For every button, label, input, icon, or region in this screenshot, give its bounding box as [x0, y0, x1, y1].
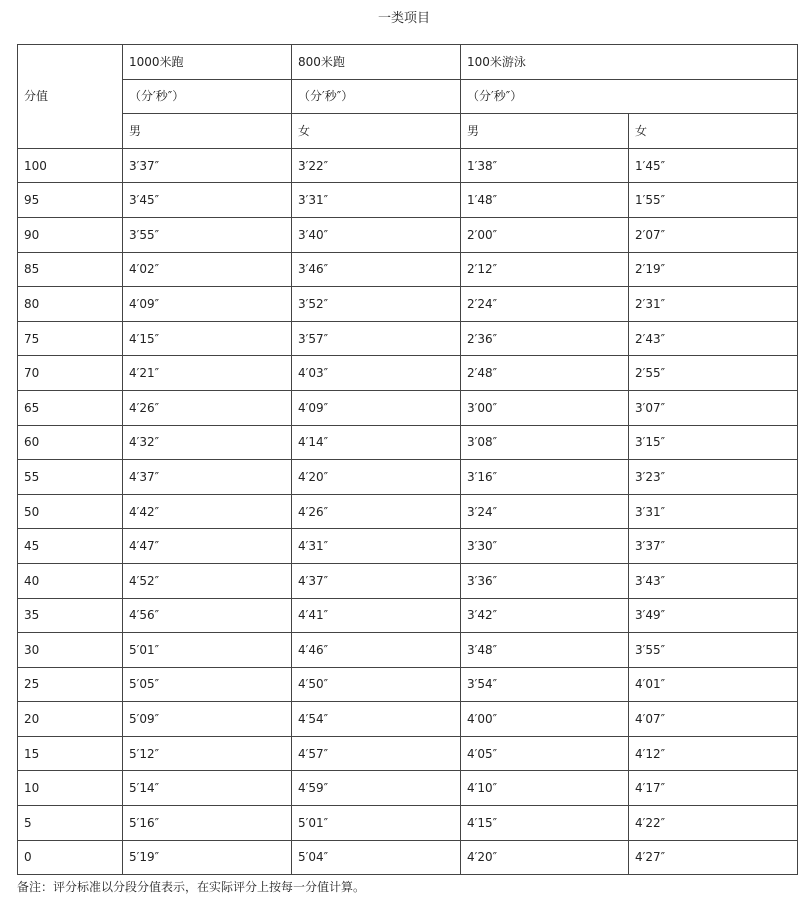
run-800m-female-cell: 3′46″ — [292, 252, 461, 287]
swim-100m-female-cell: 2′19″ — [629, 252, 798, 287]
gender-1000m-male: 男 — [123, 114, 292, 149]
header-row-gender — [18, 114, 798, 149]
run-1000m-male-cell: 4′42″ — [123, 494, 292, 529]
run-800m-female-cell: 4′20″ — [292, 460, 461, 495]
table-row — [18, 287, 798, 322]
swim-100m-male-cell: 3′16″ — [461, 460, 629, 495]
table-row — [18, 183, 798, 218]
swim-100m-female-cell: 4′01″ — [629, 667, 798, 702]
swim-100m-male-cell: 3′30″ — [461, 529, 629, 564]
swim-100m-female-cell: 2′31″ — [629, 287, 798, 322]
score-cell: 75 — [18, 321, 123, 356]
run-800m-female-cell: 4′41″ — [292, 598, 461, 633]
swim-100m-female-cell: 4′07″ — [629, 702, 798, 737]
run-800m-female-cell: 4′50″ — [292, 667, 461, 702]
header-1000m-run: 1000米跑 — [123, 45, 292, 80]
run-800m-female-cell: 4′37″ — [292, 563, 461, 598]
swim-100m-male-cell: 4′00″ — [461, 702, 629, 737]
swim-100m-male-cell: 2′12″ — [461, 252, 629, 287]
run-800m-female-cell: 4′26″ — [292, 494, 461, 529]
swim-100m-female-cell: 3′43″ — [629, 563, 798, 598]
run-1000m-male-cell: 4′21″ — [123, 356, 292, 391]
score-cell: 60 — [18, 425, 123, 460]
table-row — [18, 217, 798, 252]
swim-100m-male-cell: 3′42″ — [461, 598, 629, 633]
score-cell: 10 — [18, 771, 123, 806]
swim-100m-female-cell: 4′12″ — [629, 736, 798, 771]
table-row — [18, 840, 798, 875]
table-row — [18, 252, 798, 287]
run-800m-female-cell: 3′57″ — [292, 321, 461, 356]
score-cell: 85 — [18, 252, 123, 287]
run-800m-female-cell: 3′31″ — [292, 183, 461, 218]
swim-100m-female-cell: 3′23″ — [629, 460, 798, 495]
swim-100m-male-cell: 3′08″ — [461, 425, 629, 460]
swim-100m-male-cell: 2′00″ — [461, 217, 629, 252]
run-1000m-male-cell: 4′02″ — [123, 252, 292, 287]
run-1000m-male-cell: 4′52″ — [123, 563, 292, 598]
swim-100m-male-cell: 4′10″ — [461, 771, 629, 806]
swim-100m-male-cell: 2′48″ — [461, 356, 629, 391]
score-cell: 95 — [18, 183, 123, 218]
table-row — [18, 702, 798, 737]
header-100m-swim: 100米游泳 — [461, 45, 798, 80]
swim-100m-male-cell: 1′48″ — [461, 183, 629, 218]
swim-100m-male-cell: 3′24″ — [461, 494, 629, 529]
run-1000m-male-cell: 5′14″ — [123, 771, 292, 806]
unit-800m: （分′秒″） — [292, 79, 461, 114]
footnote: 备注：评分标准以分段分值表示，在实际评分上按每一分值计算。 — [17, 880, 366, 894]
score-cell: 5 — [18, 806, 123, 841]
swim-100m-male-cell: 1′38″ — [461, 148, 629, 183]
score-cell: 40 — [18, 563, 123, 598]
score-cell: 100 — [18, 148, 123, 183]
run-1000m-male-cell: 4′32″ — [123, 425, 292, 460]
run-1000m-male-cell: 3′55″ — [123, 217, 292, 252]
swim-100m-female-cell: 4′22″ — [629, 806, 798, 841]
run-1000m-male-cell: 5′01″ — [123, 633, 292, 668]
score-cell: 70 — [18, 356, 123, 391]
run-1000m-male-cell: 5′05″ — [123, 667, 292, 702]
score-cell: 25 — [18, 667, 123, 702]
table-row — [18, 563, 798, 598]
swim-100m-female-cell: 3′15″ — [629, 425, 798, 460]
swim-100m-female-cell: 3′37″ — [629, 529, 798, 564]
swim-100m-female-cell: 3′49″ — [629, 598, 798, 633]
gender-swim-male: 男 — [461, 114, 629, 149]
run-1000m-male-cell: 4′56″ — [123, 598, 292, 633]
run-1000m-male-cell: 3′45″ — [123, 183, 292, 218]
table-row — [18, 667, 798, 702]
score-cell: 0 — [18, 840, 123, 875]
unit-1000m: （分′秒″） — [123, 79, 292, 114]
table-row — [18, 356, 798, 391]
run-1000m-male-cell: 4′47″ — [123, 529, 292, 564]
table-row — [18, 425, 798, 460]
run-1000m-male-cell: 4′37″ — [123, 460, 292, 495]
swim-100m-male-cell: 4′15″ — [461, 806, 629, 841]
table-row — [18, 736, 798, 771]
score-cell: 55 — [18, 460, 123, 495]
swim-100m-male-cell: 3′48″ — [461, 633, 629, 668]
swim-100m-male-cell: 3′00″ — [461, 390, 629, 425]
run-800m-female-cell: 5′01″ — [292, 806, 461, 841]
swim-100m-female-cell: 4′27″ — [629, 840, 798, 875]
table-row — [18, 494, 798, 529]
table-row — [18, 633, 798, 668]
run-800m-female-cell: 5′04″ — [292, 840, 461, 875]
swim-100m-male-cell: 2′36″ — [461, 321, 629, 356]
run-800m-female-cell: 4′57″ — [292, 736, 461, 771]
score-cell: 90 — [18, 217, 123, 252]
run-800m-female-cell: 4′03″ — [292, 356, 461, 391]
header-800m-run: 800米跑 — [292, 45, 461, 80]
run-800m-female-cell: 4′31″ — [292, 529, 461, 564]
run-800m-female-cell: 3′22″ — [292, 148, 461, 183]
swim-100m-female-cell: 3′55″ — [629, 633, 798, 668]
table-row — [18, 148, 798, 183]
score-cell: 50 — [18, 494, 123, 529]
run-800m-female-cell: 4′46″ — [292, 633, 461, 668]
table-row — [18, 598, 798, 633]
table-row — [18, 460, 798, 495]
swim-100m-female-cell: 1′55″ — [629, 183, 798, 218]
swim-100m-male-cell: 4′05″ — [461, 736, 629, 771]
table-row — [18, 806, 798, 841]
score-cell: 65 — [18, 390, 123, 425]
score-cell: 35 — [18, 598, 123, 633]
table-row — [18, 321, 798, 356]
score-cell: 15 — [18, 736, 123, 771]
run-1000m-male-cell: 5′12″ — [123, 736, 292, 771]
swim-100m-male-cell: 3′36″ — [461, 563, 629, 598]
run-800m-female-cell: 3′40″ — [292, 217, 461, 252]
header-row-events — [18, 45, 798, 80]
swim-100m-female-cell: 2′07″ — [629, 217, 798, 252]
swim-100m-female-cell: 2′55″ — [629, 356, 798, 391]
score-cell: 20 — [18, 702, 123, 737]
run-800m-female-cell: 4′14″ — [292, 425, 461, 460]
swim-100m-male-cell: 4′20″ — [461, 840, 629, 875]
run-1000m-male-cell: 4′26″ — [123, 390, 292, 425]
gender-swim-female: 女 — [629, 114, 798, 149]
score-table-body — [18, 45, 798, 875]
run-800m-female-cell: 4′54″ — [292, 702, 461, 737]
score-table — [17, 44, 798, 875]
run-1000m-male-cell: 5′19″ — [123, 840, 292, 875]
swim-100m-female-cell: 1′45″ — [629, 148, 798, 183]
run-1000m-male-cell: 5′16″ — [123, 806, 292, 841]
header-score: 分值 — [18, 45, 123, 149]
table-row — [18, 771, 798, 806]
run-800m-female-cell: 3′52″ — [292, 287, 461, 322]
table-row — [18, 529, 798, 564]
run-1000m-male-cell: 4′15″ — [123, 321, 292, 356]
swim-100m-male-cell: 2′24″ — [461, 287, 629, 322]
gender-800m-female: 女 — [292, 114, 461, 149]
swim-100m-female-cell: 2′43″ — [629, 321, 798, 356]
score-cell: 80 — [18, 287, 123, 322]
run-1000m-male-cell: 5′09″ — [123, 702, 292, 737]
swim-100m-female-cell: 3′07″ — [629, 390, 798, 425]
swim-100m-male-cell: 3′54″ — [461, 667, 629, 702]
table-row — [18, 390, 798, 425]
run-800m-female-cell: 4′59″ — [292, 771, 461, 806]
swim-100m-female-cell: 3′31″ — [629, 494, 798, 529]
score-cell: 45 — [18, 529, 123, 564]
header-row-units — [18, 79, 798, 114]
run-800m-female-cell: 4′09″ — [292, 390, 461, 425]
unit-100m-swim: （分′秒″） — [461, 79, 798, 114]
run-1000m-male-cell: 3′37″ — [123, 148, 292, 183]
page-title: 一类项目 — [377, 11, 430, 26]
run-1000m-male-cell: 4′09″ — [123, 287, 292, 322]
score-cell: 30 — [18, 633, 123, 668]
swim-100m-female-cell: 4′17″ — [629, 771, 798, 806]
